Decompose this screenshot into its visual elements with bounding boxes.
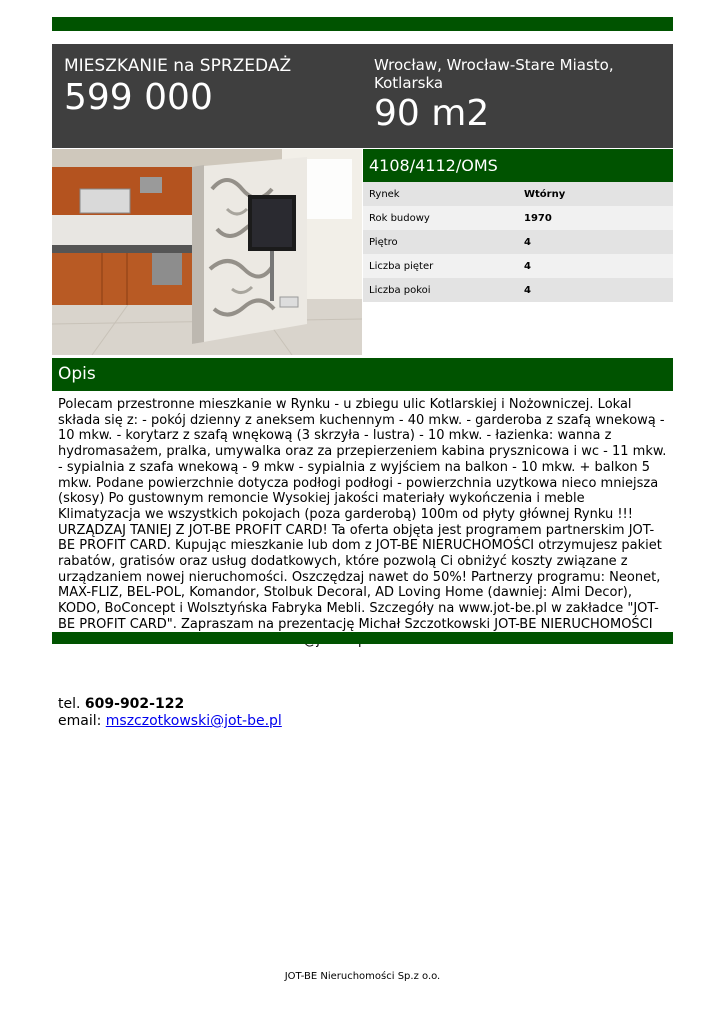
listing-area: 90 m2: [374, 93, 490, 134]
contact-email-line: [58, 713, 282, 730]
property-details: [363, 149, 673, 302]
phone-number: 609-902-122: [84, 696, 185, 712]
footer-company: JOT-BE Nieruchomości Sp.z o.o.: [284, 971, 441, 982]
detail-value: 4: [524, 236, 531, 248]
description-heading: [52, 358, 673, 391]
bottom-accent-bar: [52, 632, 673, 644]
detail-row-market: [363, 182, 673, 206]
description-text: Polecam przestronne mieszkanie w Rynku - u zbiegu ulic Kotlarskiej i Nożowniczej. Lokal składa się z: - pokój dzienny z aneksem kuchennym - 40 mkw. - garderoba z szafą wnekową - 10 mkw. - korytarz z szafą wnękową (3 skrzyła - lustra) - 10 mkw. - łazienka: wanna z hydromasażem, pralka, umywalka oraz za przepierzeniem kabina prysznicowa i wc - 11 mkw. - sypialnia z szafa wnekową - 9 mkw - sypialnia z wyjściem na balkon - 10 mkw. + balkon 5 mkw. Podane powierzchnie dotycza podłogi podłogi - powierzchnia uzytkowa nieco mniejsza (skosy) Po gustownym remoncie Wysokiej jakości materiały wykończenia i meble Klimatyzacja we wszystkich pokojach (poza garderobą) 100m od płyty głównej Rynku !!! URZĄDZAJ TANIEJ Z JOT-BE PROFIT CARD! Ta oferta objęta jest programem partnerskim JOT-BE PROFIT CARD. Kupując mieszkanie lub dom z JOT-BE NIERUCHOMOŚCI otrzymujesz pakiet rabatów, gratisów oraz usług dodatkowych, które pozwolą Ci obniżyć koszty związane z urządzaniem nowej nieruchomości. Oszczędzaj nawet do 50%! Partnerzy programu: Neonet, MAX-FLIZ, BEL-POL, Komandor, Stolbuk Decoral, AD Loving Home (dawniej: Almi Decor), KODO, BoConcept i Wolsztyńska Fabryka Mebli. Szczegóły na www.jot-be.pl w zakładce "JOT-BE PROFIT CARD". Zapraszam na prezentację Michał Szczotkowski JOT-BE NIERUCHOMOŚCI: [58, 397, 667, 632]
detail-value: 4: [524, 260, 531, 272]
detail-label: Liczba pięter: [369, 260, 434, 272]
contact-block: [58, 696, 282, 730]
header-right: [374, 56, 664, 134]
listing-type: MIESZKANIE na SPRZEDAŻ: [64, 56, 292, 76]
detail-value: 1970: [524, 212, 552, 224]
listing-price: 599 000: [64, 77, 213, 118]
detail-label: Piętro: [369, 236, 398, 248]
description-heading-text: Opis: [58, 364, 96, 384]
header-left: [64, 56, 354, 118]
listing-location: Wrocław, Wrocław-Stare Miasto, Kotlarska: [374, 56, 614, 92]
detail-row-room-count: [363, 278, 673, 302]
detail-row-floor-count: [363, 254, 673, 278]
top-accent-bar: [52, 17, 673, 31]
detail-label: Rynek: [369, 188, 400, 200]
detail-row-year-built: [363, 206, 673, 230]
email-link[interactable]: mszczotkowski@jot-be.pl: [105, 713, 282, 729]
contact-phone-line: [58, 696, 282, 713]
listing-header: [52, 44, 673, 148]
detail-row-floor: [363, 230, 673, 254]
email-label: email:: [58, 713, 102, 729]
property-photo: [52, 149, 362, 355]
detail-label: Liczba pokoi: [369, 284, 431, 296]
offer-reference: 4108/4112/OMS: [363, 149, 673, 182]
detail-value: Wtórny: [524, 188, 566, 200]
details-table: [363, 182, 673, 302]
detail-label: Rok budowy: [369, 212, 430, 224]
phone-label: tel.: [58, 696, 81, 712]
detail-value: 4: [524, 284, 531, 296]
